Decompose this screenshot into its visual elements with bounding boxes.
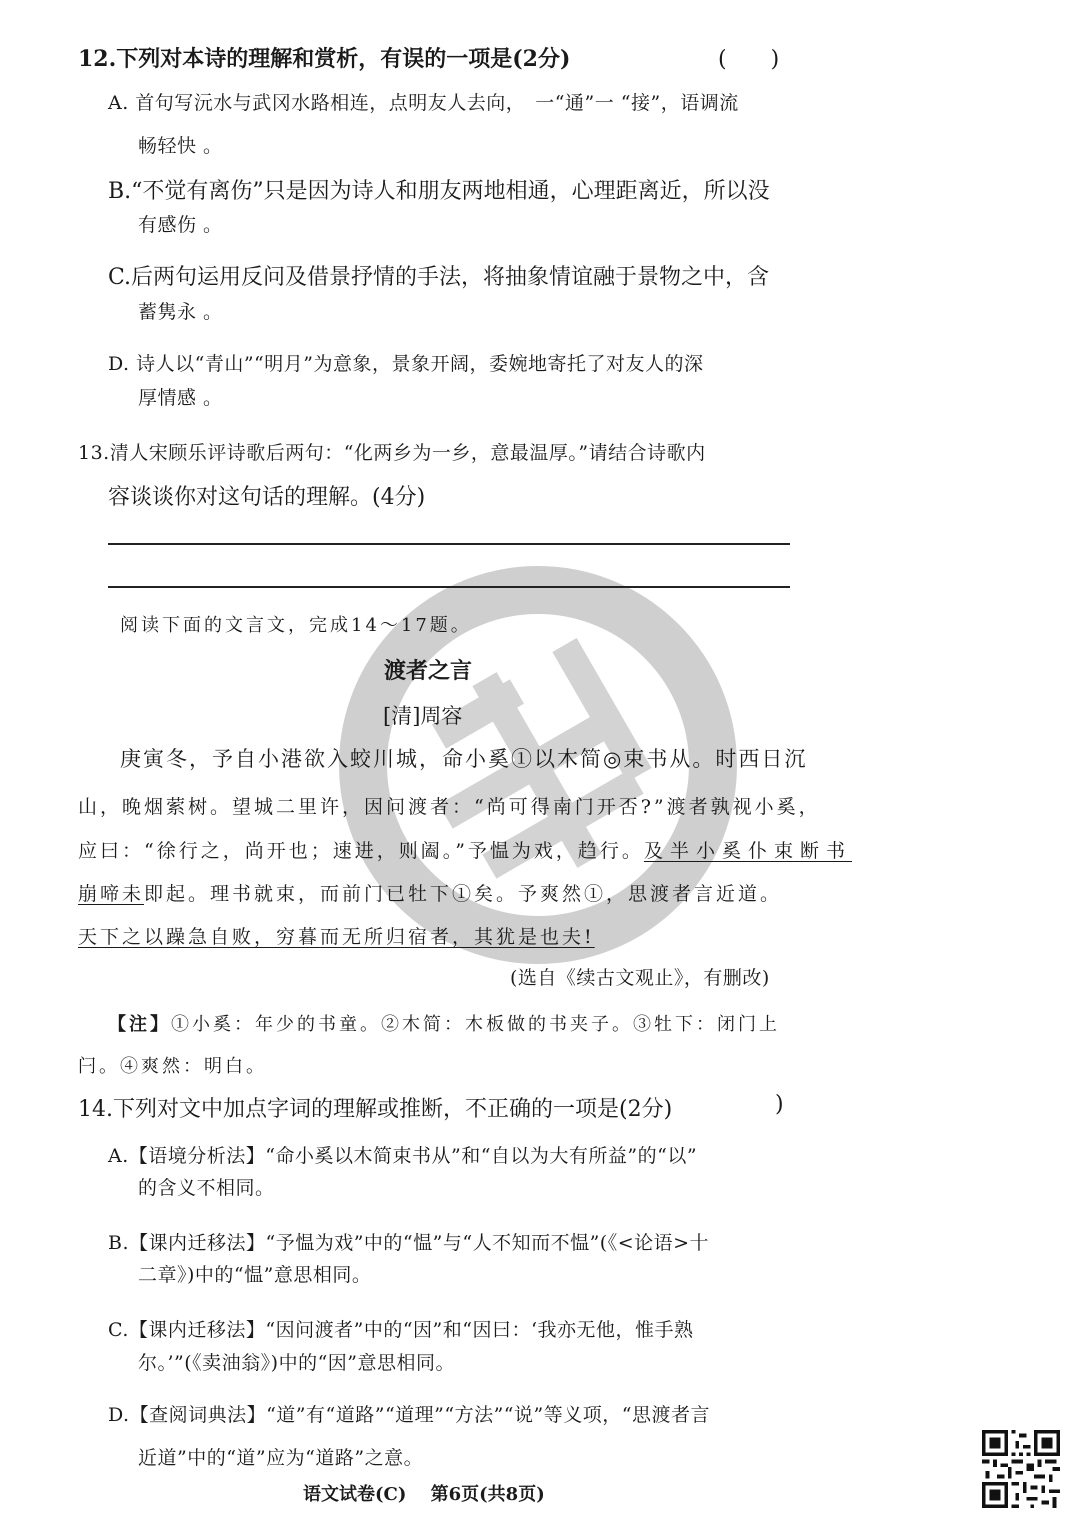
q12-option-b-line1: B.“不觉有离伤”只是因为诗人和朋友两地相通，心理距离近，所以没 [108, 179, 770, 204]
question-13-line2: 容谈谈你对这句话的理解。(4分) [108, 485, 426, 510]
q12-option-a-line2: 畅轻快 。 [138, 135, 223, 157]
q14-option-d-line2: 近道”中的“道”应为“道路”之意。 [138, 1447, 424, 1469]
passage-line-3 [78, 836, 852, 863]
passage-title: 渡者之言 [384, 658, 473, 684]
note-line-1 [108, 1010, 780, 1036]
question-14-heading: 14.下列对文中加点字词的理解或推断，不正确的一项是(2分) [78, 1097, 673, 1122]
passage-underlined-sentence-part1: 及半小奚仆束断书 [643, 840, 852, 862]
note-text-1: ①小奚：年少的书童。②木简：木板做的书夹子。③牡下：闭门上 [171, 1014, 780, 1035]
passage-line-4 [78, 879, 782, 906]
q12-option-d-line2: 厚情感 。 [138, 387, 223, 409]
q12-option-c-line1: C.后两句运用反问及借景抒情的手法，将抽象情谊融于景物之中，含 [108, 265, 770, 290]
passage-line-2: 山，晚烟萦树。望城二里许，因问渡者：“尚可得南门开否?”渡者孰视小奚， [78, 796, 821, 818]
q14-option-d-line1: D.【查阅词典法】“道”有“道路”“道理”“方法”“说”等义项，“思渡者言 [108, 1404, 710, 1426]
q12-option-c-line2: 蓄隽永 。 [138, 301, 223, 323]
page-footer: 语文试卷(C) 第6页(共8页) [303, 1484, 545, 1505]
note-line-2: 闩。④爽然：明白。 [78, 1056, 267, 1077]
passage-line-1: 庚寅冬，予自小港欲入蛟川城，命小奚①以木简◎束书从。时西日沉 [120, 747, 808, 771]
q12-option-a-line1: A. 首句写沅水与武冈水路相连，点明友人去向， 一“通”一 “接”，语调流 [108, 92, 739, 114]
q14-option-a-line2: 的含义不相同。 [138, 1177, 275, 1199]
passage-underlined-sentence-line5: 天下之以躁急自败，穷暮而无所归宿者，其犹是也夫! [78, 926, 595, 948]
passage-author: [清]周容 [383, 704, 463, 728]
qr-code-icon [982, 1430, 1060, 1508]
q12-option-d-line1: D. 诗人以“青山”“明月”为意象，景象开阔，委婉地寄托了对友人的深 [108, 353, 704, 375]
passage-line-3-plain: 应曰：“徐行之，尚开也；速进，则阖。”予愠为戏，趋行。 [78, 840, 644, 862]
q14-option-b-line2: 二章》)中的“愠”意思相同。 [138, 1264, 372, 1286]
question-12-answer-paren: ( ) [718, 47, 780, 72]
question-13-line1: 13.清人宋顾乐评诗歌后两句：“化两乡为一乡，意最温厚。”请结合诗歌内 [78, 442, 706, 464]
passage-line-4-plain: 即起。理书就束，而前门已牡下①矣。予爽然①，思渡者言近道。 [144, 883, 783, 905]
answer-line-1[interactable] [108, 543, 790, 545]
q12-option-b-line2: 有感伤 。 [138, 214, 223, 236]
passage-source: (选自《续古文观止》，有删改) [510, 967, 770, 989]
question-14-answer-paren: ) [775, 1092, 784, 1117]
question-12-heading: 12.下列对本诗的理解和赏析，有误的一项是(2分) [78, 46, 571, 72]
reading-intro: 阅读下面的文言文，完成14～17题。 [120, 615, 472, 636]
answer-line-2[interactable] [108, 586, 790, 588]
q14-option-c-line2: 尔。’”(《卖油翁》)中的“因”意思相同。 [138, 1352, 456, 1374]
note-label: 【注】 [108, 1014, 171, 1035]
q14-option-c-line1: C.【课内迁移法】“因问渡者”中的“因”和“因曰：‘我亦无他，惟手熟 [108, 1319, 694, 1341]
q14-option-b-line1: B.【课内迁移法】“予愠为戏”中的“愠”与“人不知而不愠”(《<论语>十 [108, 1232, 710, 1254]
passage-underlined-sentence-part2: 崩啼未 [78, 883, 145, 905]
q14-option-a-line1: A.【语境分析法】“命小奚以木简束书从”和“自以为大有所益”的“以” [108, 1145, 698, 1167]
